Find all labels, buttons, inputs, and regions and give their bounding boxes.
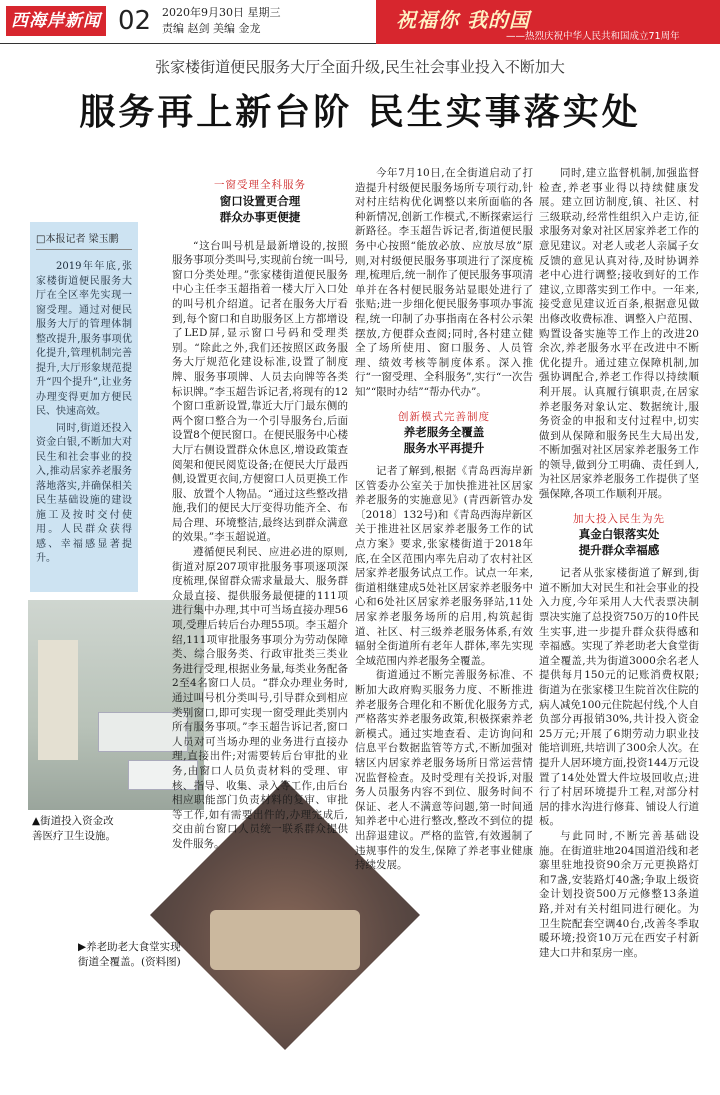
body-paragraph: 与此同时,不断完善基础设施。在街道驻地204国道沿线和老寨里驻地投资90余万元更换路灯和7盏,安装路灯40盏;争取上级资金计划投资500万元修整13条道路,并对有关村组同进行硬化。为卫生院配套空调40台,改善冬季取暖环境;投资10万元在西安子村新建大口井和泵房一座。	[539, 829, 699, 959]
section-title: 群众办事更便捷	[219, 209, 301, 224]
photo-caption: ▲街道投入资金改善医疗卫生设施。	[32, 815, 116, 842]
body-paragraph: 街道通过不断完善服务标准、不断加大政府购买服务力度、不断推进养老服务合理化和不断优化服务方式,严格落实养老服务政策,积极探索养老新模式。通过实地查看、走访询问和信息平台数据监管等方式,不断加强对辖区内居家养老服务场所日常运营情况监督检查。及时受理有关投诉,对服务人员服务内容不到位、服务时间不保证、老人不满意等问题,第一时间通知养老中心进行整改,整改不到位的提出辞退建议。严格的监管,有效遏制了违规事件的发生,保障了养老事业健康持续发展。	[355, 669, 533, 872]
body-paragraph: “这台叫号机是最新增设的,按照服务事项分类叫号,实现前台统一叫号,窗口分类处理。”张家楼街道便民服务中心主任李玉超指着一楼大厅入口处的叫号机介绍道。记者在服务大厅看到,每个窗口和自助服务区上方都增设了LED屏,显示窗口号码和受理类别。“除此之外,我们还按照区政务服务大厅规范化建设标准,设置了制度牌、服务事项牌、人员去向牌等各类标识牌。”李玉超告诉记者,将现有的12个窗口重新设置,靠近大厅门最东侧的两个窗口整合为一个引导服务台,后面设置8个便民窗口。在便民服务中心楼大厅右侧设置群众休息区,增设政策查阅架和便民阅览设备;在便民大厅最西侧,设置更衣间,方便窗口人员更换工作服、放置个人物品。“通过这些整改措施,我们的便民大厅变得功能齐全、布局合理、环境整洁,最终达到群众满意的效果。”李玉超说道。	[172, 239, 348, 544]
column-1	[172, 174, 348, 852]
celebration-banner	[376, 0, 720, 44]
section-title: 服务水平再提升	[403, 441, 485, 456]
section-subhead	[172, 178, 348, 225]
section-kicker: 创新模式完善制度	[398, 410, 490, 423]
photo-caption: ▶养老助老大食堂实现街道全覆盖。(资料图)	[78, 941, 181, 968]
lead-sidebar	[30, 222, 138, 592]
banner-main-text: 祝福你 我的国	[396, 8, 530, 32]
section-subhead	[355, 410, 533, 457]
editor-line: 责编 赵剑 美编 金龙	[162, 22, 261, 35]
section-title: 提升群众幸福感	[578, 543, 660, 558]
byline: □本报记者 梁玉鹏	[36, 230, 132, 250]
lead-paragraph: 同时,街道还投入资金白银,不断加大对民生和社会事业的投入,推动居家养老服务落地落实,并确保相关民生基础设施的建设施工及按时交付使用。人民群众获得感、幸福感显著提升。	[36, 422, 132, 564]
section-title: 真金白银落实处	[578, 527, 660, 542]
body-paragraph: 同时,建立监督机制,加强监督检查,养老事业得以持续健康发展。建立回访制度,镇、社区、村三级联动,经常性组织入户走访,征求服务对象对社区居家养老工作的意见建议。对老人或老人亲属子女反馈的意见认真对待,及时协调养老中心进行调整;接收到好的工作建议,立即落实到工作中。一年来,接受意见建议近百条,根据意见做出修改收费标准、调整入户范围、购置设备实施等工作上的改进20余次,养老服务水平在改进中不断优化提升。通过建立保障机制,加强协调配合,养老工作得以持续顺利开展。认真履行镇职责,在居家养老服务对象认定、数据统计,服务资金的申报和支付过程中,切实做到从保障和服务民生大局出发,不断加强对社区居家养老服务工作的领导,做到分工明确、责任到人,为社区居家养老服务工作提供了坚强保障,各项工作顺利开展。	[539, 167, 699, 501]
photo-table-shape	[210, 910, 360, 970]
section-subhead	[539, 512, 699, 559]
section-title: 窗口设置更合理	[219, 193, 301, 208]
page-number: 02	[118, 6, 152, 36]
body-paragraph: 记者了解到,根据《青岛西海岸新区管委办公室关于加快推进社区居家养老服务的实施意见》(青西新管办发〔2018〕132号)和《青岛西海岸新区关于推进社区居家养老服务工作的试点方案》要求,张家楼街道于2018年底,在全区范围内率先启动了农村社区居家养老服务试点工作。试点一年来,街道相继建成5处社区居家养老服务中心和6处社区居家养老服务驿站,11处居家养老服务场所的启用,构筑起街道、社区、村三级养老服务体系,有效辐射全街道所有老年人群体,率先实现全域范围内养老服务全覆盖。	[355, 465, 533, 667]
column-3	[539, 166, 699, 960]
body-paragraph: 遵循便民利民、应进必进的原则,街道对原207项审批服务事项逐项深度梳理,保留群众需求量最大、服务群众最直接、提供服务最便捷的111项进行集中办理,其中可当场直接办理56项,受理后转后台办理55项。李玉超介绍,111项审批服务事项分为劳动保障类、综合服务类、行政审批类三类业务进行受理,根据业务量,每类业务配备2至4名窗口人员。“群众办理业务时,通过叫号机分类叫号,引导群众到相应类别窗口,即可实现一窗受理此类别内所有服务事项。”李玉超告诉记者,窗口人员对可当场办理的业务进行直接办理,直接出件;对需要转后台审批的业务,由窗口人员负责材料的受理、审核、指导、收集、录入等工作,由后台相应职能部门负责材料的复审、审批等工作,如有需要出件的,办理完成后,交由前台窗口人员统一联系群众提供发件服务。	[172, 546, 348, 850]
article-headline: 服务再上新台阶 民生实事落实处	[79, 92, 641, 133]
section-kicker: 一窗受理全科服务	[214, 179, 306, 191]
date-line: 2020年9月30日 星期三	[162, 6, 281, 19]
section-title: 养老服务全覆盖	[403, 425, 485, 440]
masthead	[0, 0, 720, 44]
banner-sub-text: ——热烈庆祝中华人民共和国成立71周年	[506, 31, 680, 42]
lead-paragraph: 2019年年底,张家楼街道便民服务大厅在全区率先实现一窗受理。通过对便民服务大厅的管理体制整改提升,服务事项优化提升,管理机制完善提升,大厅形象规范提升“四个提升”,让业务办理变得更加方便民民、快速高效。	[36, 261, 132, 417]
photo-door-shape	[38, 640, 78, 760]
body-paragraph: 记者从张家楼街道了解到,街道不断加大对民生和社会事业的投入力度,今年采用人大代表票决制票决实施了总投资750万的10件民生实事,进一步提升群众获得感和幸福感。实现了养老助老大食堂街道全覆盖,共为街道3000余名老人提供每月150元的记账消费权限;街道为在张家楼卫生院首次住院的病人减免100元住院起付线,个人自负部分再报销30%,共计投入资金25万元;开展了6期劳动力职业技能培训班,共培训了300余人次。在提升人居环境方面,投资144万元设置了14处处置大件垃圾回收点;进行了村居环境提升工程,对部分村居的排水沟进行修葺、铺设人行道板。	[539, 567, 699, 828]
newspaper-logo: 西海岸新闻	[6, 6, 106, 36]
column-2	[355, 166, 533, 873]
section-kicker: 加大投入民生为先	[573, 512, 665, 525]
article-kicker: 张家楼街道便民服务大厅全面升级,民生社会事业投入不断加大	[155, 58, 565, 76]
body-paragraph: 今年7月10日,在全街道启动了打造提升村级便民服务场所专项行动,针对村庄结构优化调整以来所面临的各种新情况,创新工作模式,不断探索运行新路径。李玉超告诉记者,街道便民服务中心按照“能放必放、应放尽放”原则,对村级便民服务事项进行了深度梳理,梳理后,统一制作了便民服务事项清单并在各村便民服务站显眼处进行了张贴;进一步细化便民服务事项办事流程,统一印制了办事指南在各村公示架摆放,方便群众查阅;同时,各村建立健全了场所使用、窗口服务、人员管理、绩效考核等制度体系。深入推行“一窗受理、全科服务”,实行“一次告知”“限时办结”“帮办代办”。	[355, 167, 533, 398]
